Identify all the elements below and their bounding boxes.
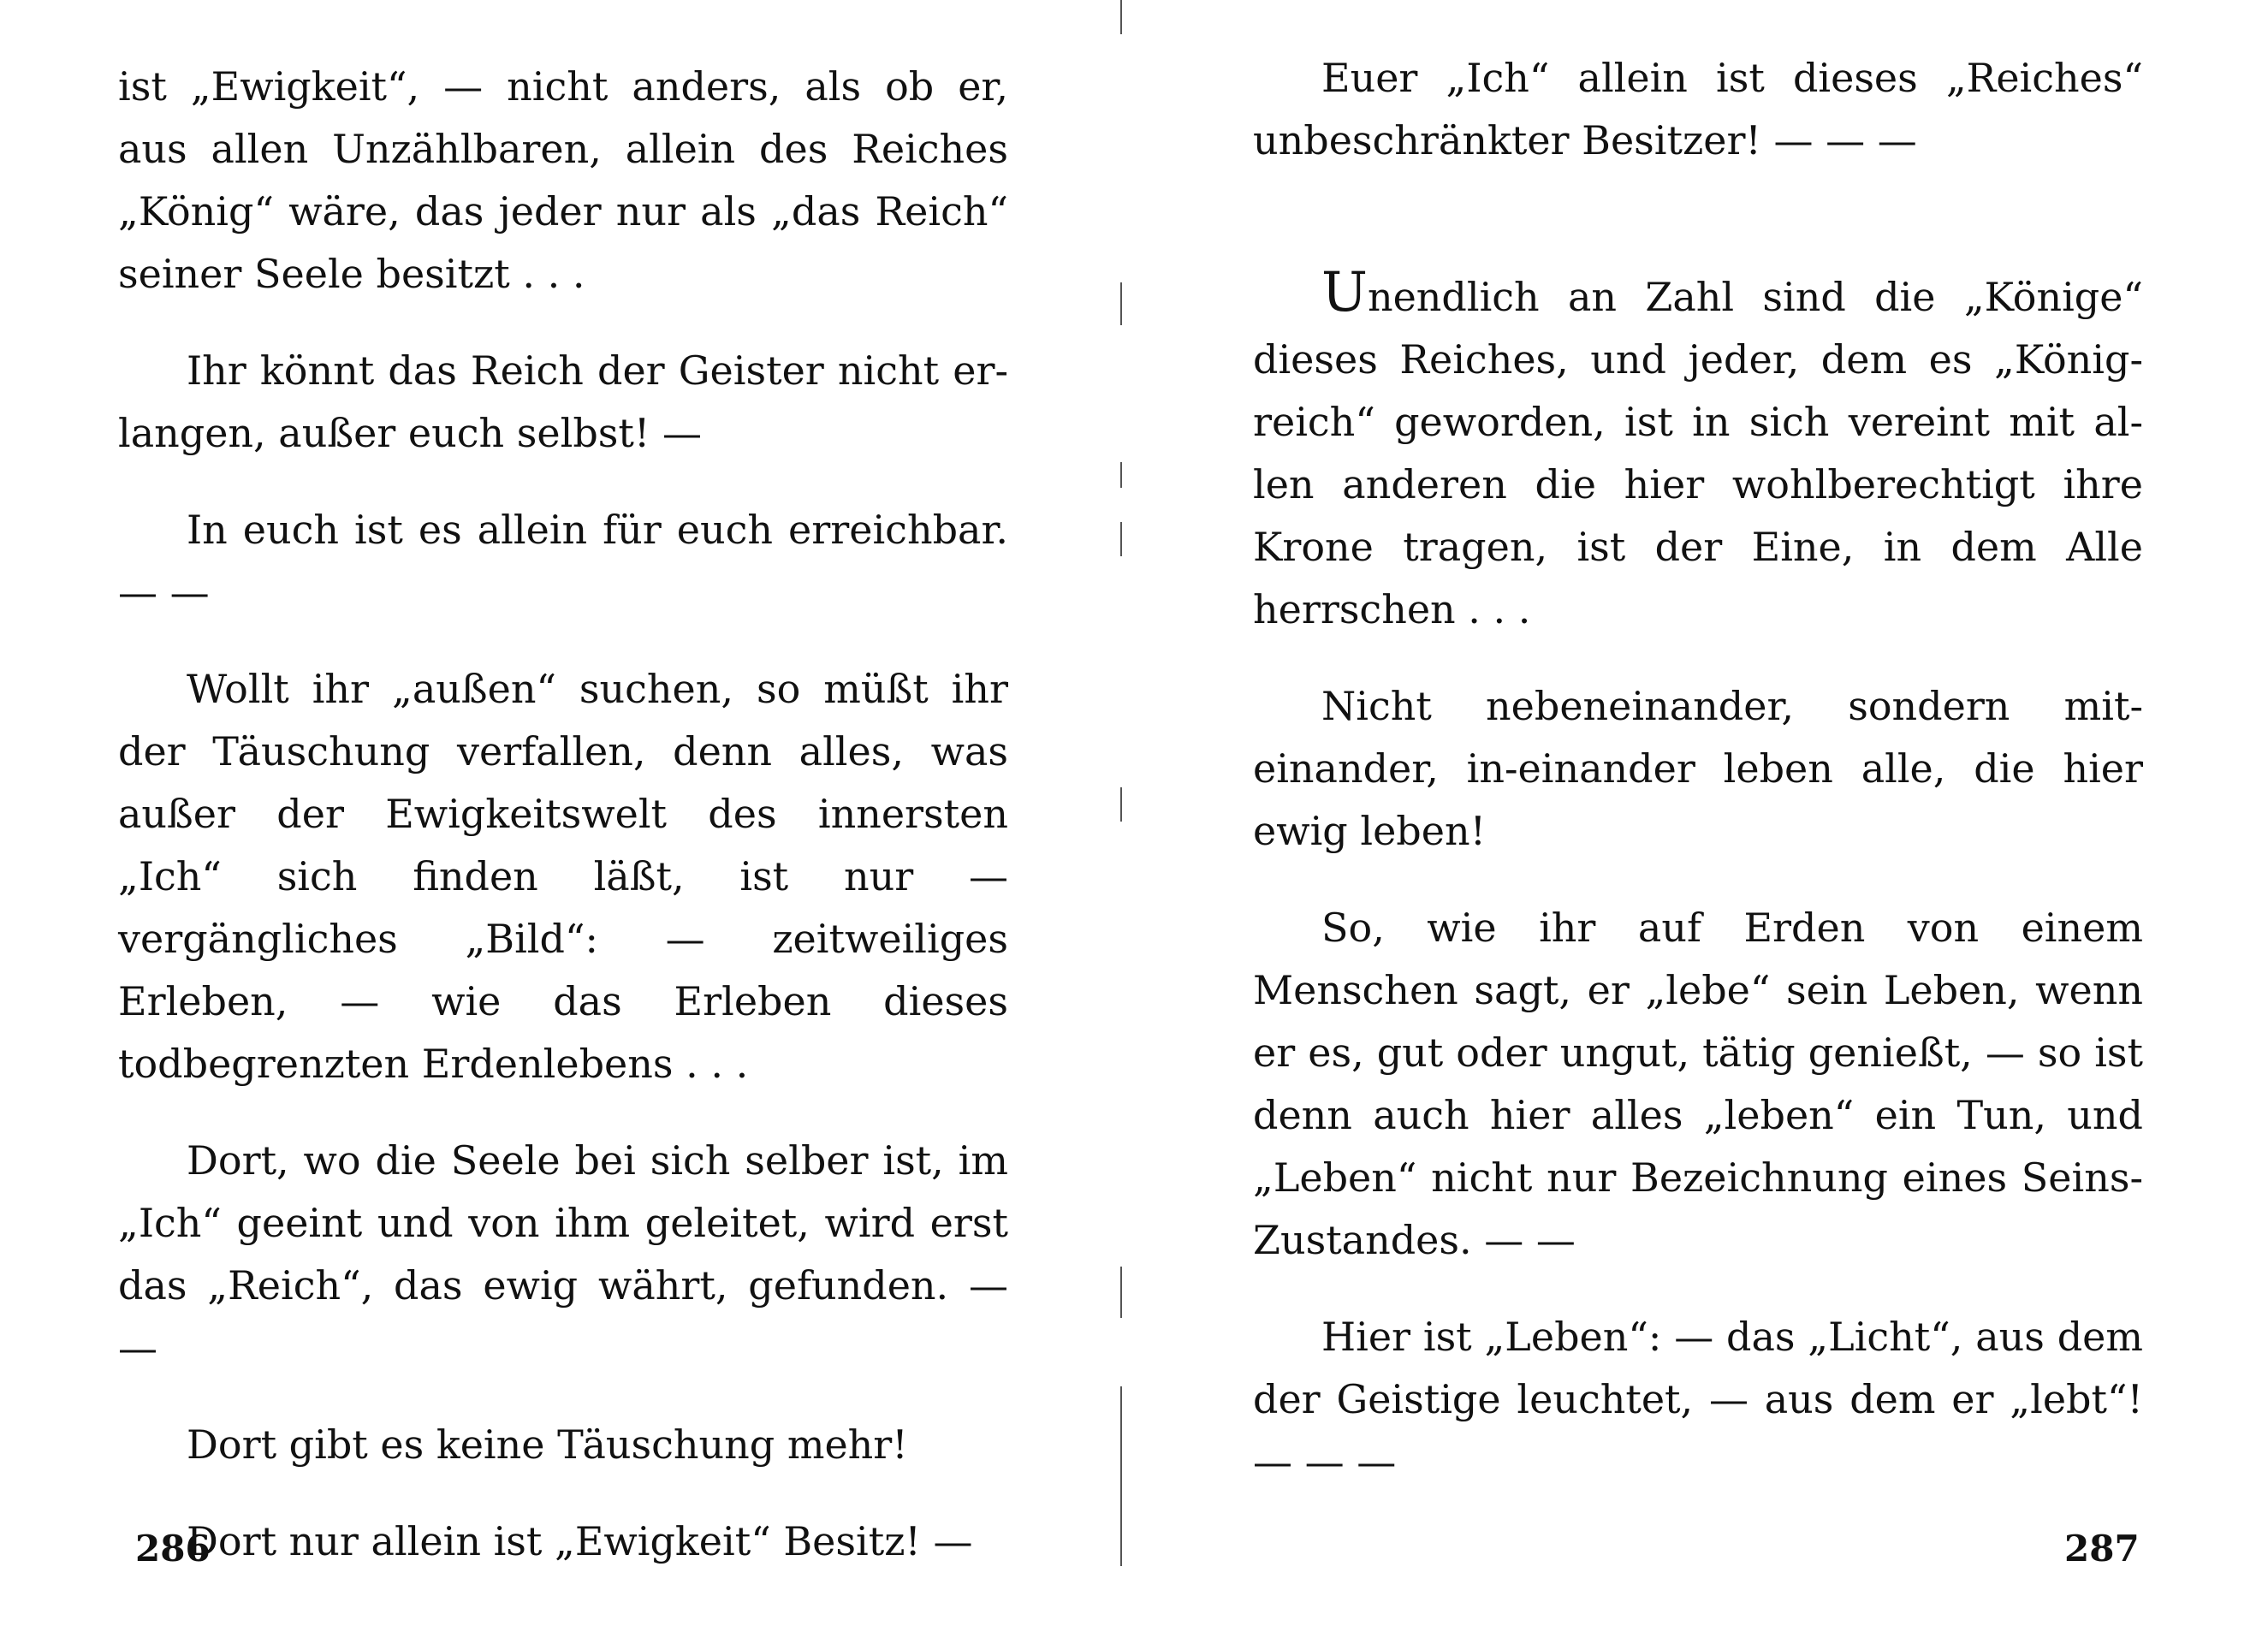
gutter-mark: [1120, 462, 1122, 488]
right-paragraph-1: Euer „Ich“ allein ist dieses „Reiches“ unbeschränkter Besitzer! — — —: [1253, 55, 2143, 163]
right-page: [1130, 0, 2268, 1626]
gutter-mark: [1120, 282, 1122, 325]
left-paragraph-5: Dort, wo die Seele bei sich selber ist, im „Ich“ geeint und von ihm geleitet, wird erst das „Reich“, das ewig währt, gefunden. — —: [118, 1137, 1008, 1371]
gutter-mark: [1120, 787, 1122, 822]
left-paragraph-6: Dort gibt es keine Täuschung mehr!: [187, 1421, 908, 1468]
book-gutter: [1119, 0, 1125, 1626]
gutter-mark: [1120, 522, 1122, 556]
right-paragraph-4: So, wie ihr auf Erden von einem Menschen sagt, er „lebe“ sein Leben, wenn er es, gut oder ungut, tätig genießt, — so ist denn auch hier alles „leben“ ein Tun, und „Leben“ nicht nur Bezeichnung eines Seins-Zustandes. — —: [1253, 905, 2143, 1263]
left-paragraph-3: In euch ist es allein für euch erreichbar. — —: [118, 507, 1008, 615]
left-paragraph-1: ist „Ewigkeit“, — nicht anders, als ob er, aus allen Unzählbaren, allein des Reiches „König“ wäre, das jeder nur als „das Reich“ seiner Seele besitzt . . .: [118, 63, 1008, 297]
page-number-right: 287: [2064, 1528, 2140, 1570]
right-paragraph-2: [1253, 261, 2143, 641]
gutter-mark: [1120, 1267, 1122, 1318]
page-number-left: 286: [135, 1528, 211, 1570]
left-page-text: [118, 56, 1008, 1573]
right-page-text: [1253, 47, 2143, 1493]
gutter-mark: [1120, 0, 1122, 34]
right-paragraph-3: Nicht nebeneinander, sondern miteinander, in-einander leben alle, die hier ewig leben!: [1253, 683, 2143, 854]
left-paragraph-7: Dort nur allein ist „Ewigkeit“ Besitz! —: [187, 1518, 973, 1564]
right-paragraph-5: Hier ist „Leben“: — das „Licht“, aus dem der Geistige leuchtet, — aus dem er „lebt“! — — —: [1253, 1314, 2143, 1485]
drop-cap: U: [1321, 261, 1368, 324]
left-paragraph-4: Wollt ihr „außen“ suchen, so müßt ihr der Täuschung verfallen, denn alles, was außer der Ewigkeitswelt des innersten „Ich“ sich finden läßt, ist nur — vergängliches „Bild“: — zeitweiliges Erleben, — wie das Erleben dieses todbegrenzten Erdenlebens . . .: [118, 666, 1008, 1087]
left-paragraph-2: Ihr könnt das Reich der Geister nicht er-langen, außer euch selbst! —: [118, 347, 1008, 456]
left-page: [0, 0, 1121, 1626]
right-paragraph-2-text: nendlich an Zahl sind die „Könige“ dieses Reiches, und jeder, dem es „Königreich“ geworden, ist in sich vereint mit allen anderen die hier wohlberechtigt ihre Krone tragen, ist der Eine, in dem Alle herrschen . . .: [1253, 274, 2143, 632]
gutter-mark: [1120, 1386, 1122, 1566]
